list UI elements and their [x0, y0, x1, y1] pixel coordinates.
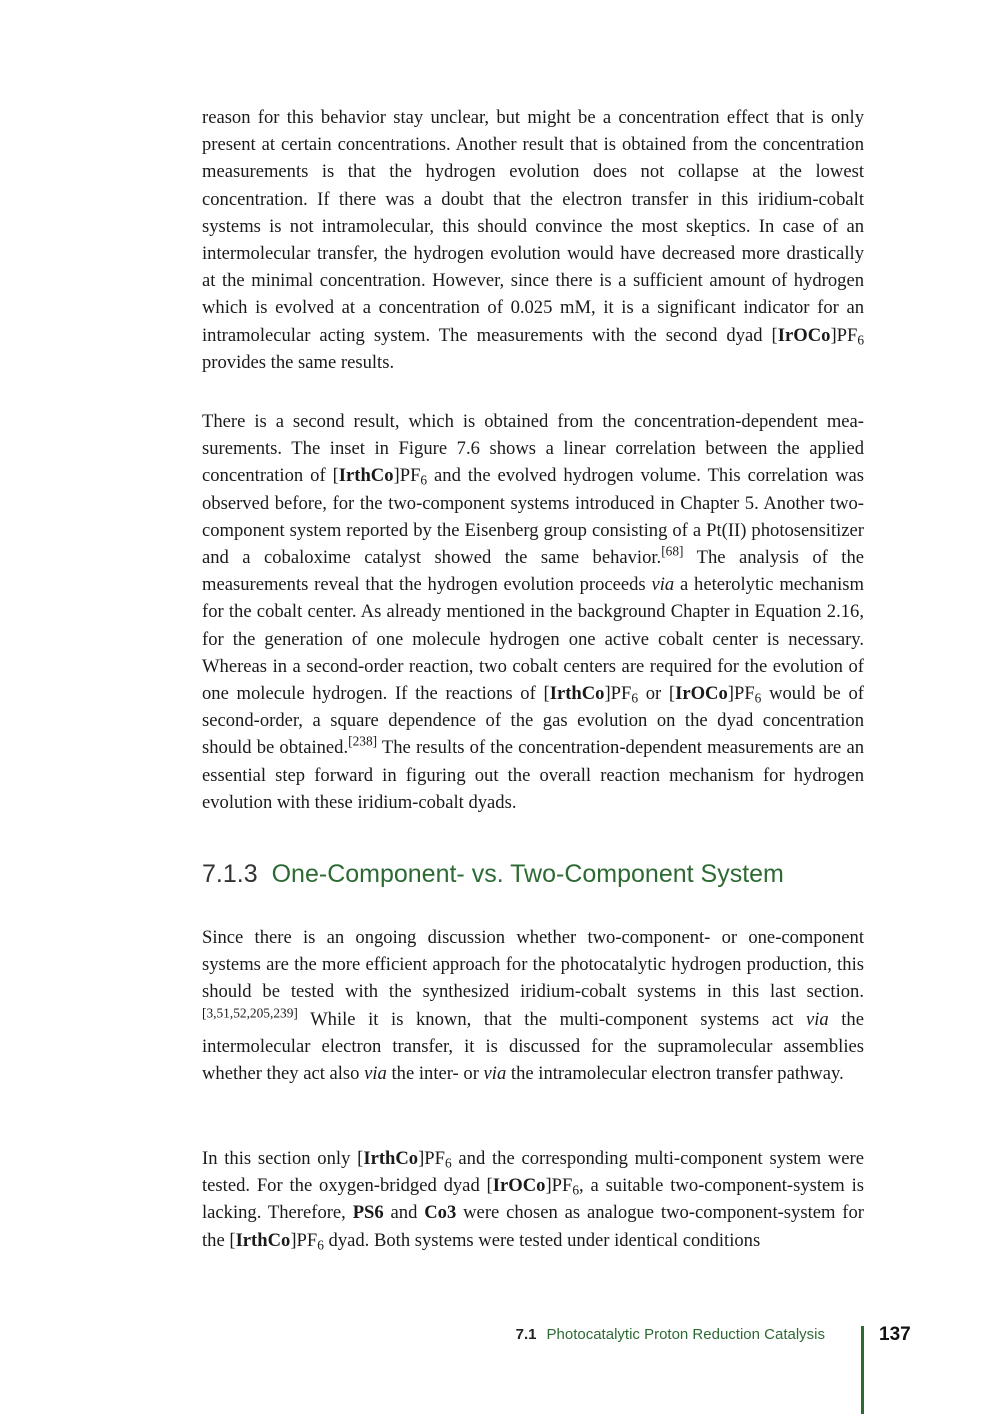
text-run: ]PF — [604, 683, 632, 705]
text-run: ]PF — [393, 465, 421, 487]
text-run: a heterolytic mechanism for the cobalt center. As already mentioned in the background Chapter in Equation 2.16, for the generation of one molecule hydrogen one active cobalt center is necessary. Whereas in a second-order reaction, two cobalt centers are required for the evolution of one molecule hydrogen. If the reactions of [ — [202, 574, 865, 705]
text-run: provides the same results. — [202, 351, 395, 373]
text-run: ]PF — [830, 324, 858, 346]
body-paragraph-3 — [202, 924, 864, 1087]
citation: [3,51,52,205,239] — [202, 1005, 298, 1021]
text-run: Since there is an ongoing discussion whether two-component- or one-component systems are the more efficient approach for the photocatalytic hydrogen production, this should be tested with the synthesized iridium-cobalt systems in this last section. — [202, 927, 864, 1003]
body-paragraph-2 — [202, 408, 864, 816]
footer-section-number: 7.1 — [515, 1326, 537, 1343]
text-run: were chosen as analogue two-component-system for the [ — [202, 1202, 864, 1251]
text-run: reason for this behavior stay unclear, but might be a concentration effect that is only present at certain concentrations. Another result that is obtained from the concentration measurements is that the hydrogen evolution does not collapse at the lowest concentration. If there was a doubt that the electron transfer in this iridium-cobalt systems is not intramolecular, this should convince the most skeptics. In case of an intermolecular transfer, the hydrogen evolution would have decreased more drastically at the minimal concentration. However, since there is a sufficient amount of hydrogen which is evolved at a concentration of 0.025 mM, it is a significant indicator for an intramolecular acting system. The measurements with the second dyad [ — [202, 107, 864, 346]
running-footer — [516, 1326, 825, 1343]
compound-label: Co3 — [424, 1202, 457, 1224]
text-run: There is a second result, which is obtained from the concentration-dependent measurements. The inset in Figure 7.6 shows a linear correlation between the applied concentration of [ — [202, 411, 864, 487]
compound-label: IrthCo — [549, 683, 605, 705]
citation: [238] — [348, 734, 378, 750]
text-run: the intramolecular electron transfer pathway. — [506, 1063, 844, 1085]
subscript: 6 — [754, 690, 762, 706]
subscript: 6 — [857, 331, 864, 347]
compound-label: IrOCo — [777, 324, 831, 346]
section-title: One-Component- vs. Two-Component System — [271, 860, 784, 888]
italic-text: via — [364, 1063, 387, 1085]
text-run: ]PF — [418, 1148, 445, 1169]
text-run: and — [383, 1202, 425, 1224]
page-number: 137 — [879, 1324, 911, 1345]
body-paragraph-1 — [202, 104, 864, 376]
text-run: ]PF — [727, 683, 755, 705]
compound-label: IrthCo — [235, 1229, 291, 1251]
subscript: 6 — [444, 1155, 452, 1171]
subscript: 6 — [631, 690, 639, 706]
compound-label: IrOCo — [492, 1175, 546, 1197]
text-run: The analysis of the measurements reveal that the hydrogen evolution proceeds — [202, 547, 864, 596]
subscript: 6 — [420, 472, 428, 488]
subscript: 6 — [317, 1236, 324, 1252]
subscript: 6 — [572, 1182, 580, 1198]
text-run: and the evolved hydrogen volume. This correlation was observed before, for the two-component systems introduced in Chapter 5. Another two-component system reported by the Eisenberg group consisting of a Pt(II) photosensitizer and a cobaloxime catalyst showed the same behavior. — [202, 465, 864, 569]
compound-label: IrthCo — [338, 465, 394, 487]
text-run: ]PF — [290, 1229, 318, 1251]
italic-text: via — [651, 574, 675, 596]
text-run: While it is known, that the multi-component systems act — [297, 1008, 806, 1030]
footer-section-title: Photocatalytic Proton Reduction Catalysis — [546, 1326, 825, 1343]
text-run: dyad. Both systems were tested under identical conditions — [323, 1229, 761, 1251]
text-run: the intermolecular electron transfer, it is discussed for the supramolecular assemblies whether they act also — [202, 1008, 864, 1085]
text-run: , a suitable two-component-system is lacking. Therefore, — [202, 1175, 864, 1224]
text-run: would be of second-order, a square dependence of the gas evolution on the dyad concentration should be obtained. — [202, 683, 864, 759]
compound-label: IrOCo — [675, 683, 728, 705]
text-run: ]PF — [545, 1175, 573, 1197]
citation: [68] — [661, 543, 684, 559]
text-run: or [ — [638, 683, 676, 705]
section-heading — [202, 860, 784, 889]
body-paragraph-4 — [202, 1145, 864, 1254]
italic-text: via — [483, 1063, 507, 1085]
text-run: and the corresponding multi-component system were tested. For the oxygen-bridged dyad [ — [202, 1148, 864, 1197]
italic-text: via — [805, 1008, 829, 1030]
section-number: 7.1.3 — [202, 860, 258, 888]
text-run: In this section only [ — [202, 1148, 364, 1169]
text-run: the inter- or — [386, 1063, 484, 1085]
compound-label: IrthCo — [363, 1148, 419, 1169]
text-run: The results of the concentration-dependent measurements are an essential step forward in figuring out the overall reaction mechanism for hydrogen evolution with these iridium-cobalt dyads. — [202, 737, 864, 813]
footer-rule — [861, 1326, 864, 1414]
compound-label: PS6 — [352, 1202, 384, 1224]
